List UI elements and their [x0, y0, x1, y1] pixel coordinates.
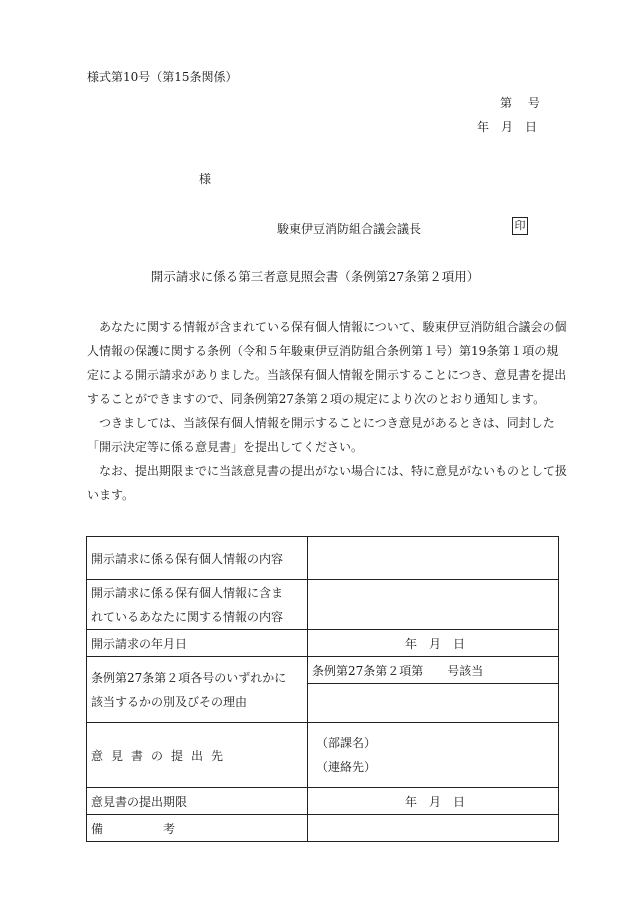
- table-value: 条例第27条第２項第 号該当: [308, 657, 559, 684]
- seal-stamp: 印: [512, 217, 528, 235]
- body-text: [87, 315, 567, 507]
- table-label: 意見書の提出期限: [87, 788, 308, 815]
- form-number: 様式第10号（第15条関係）: [87, 70, 238, 84]
- table-value: 年 月 日: [308, 630, 559, 657]
- table-label: [87, 723, 308, 788]
- table-label: 備 考: [87, 815, 308, 842]
- document-number: 第 号: [500, 96, 540, 110]
- table-value: [308, 815, 559, 842]
- body-paragraph: あなたに関する情報が含まれている保有個人情報について、駿東伊豆消防組合議会の個人情報の保護に関する条例（令和５年駿東伊豆消防組合条例第１号）第19条第１項の規定による開示請求がありました。当該保有個人情報を開示することにつき、意見書を提出することができますので、同条例第27条第２項の規定により次のとおり通知します。: [87, 320, 567, 406]
- table-row: [87, 580, 559, 630]
- sender-name: 駿東伊豆消防組合議会議長: [277, 222, 422, 236]
- info-table: [86, 536, 559, 842]
- document-title: 開示請求に係る第三者意見照会書（条例第27条第２項用）: [150, 269, 480, 284]
- table-row: [87, 657, 559, 684]
- table-value: [308, 684, 559, 723]
- table-label: 開示請求の年月日: [87, 630, 308, 657]
- table-value: [308, 537, 559, 580]
- table-label: [87, 657, 308, 723]
- table-label-line: 該当するかの別及びその理由: [91, 694, 248, 709]
- addressee-honorific: 様: [199, 172, 212, 186]
- table-label: [87, 580, 308, 630]
- table-label: 開示請求に係る保有個人情報の内容: [87, 537, 308, 580]
- department-line: （部課名）: [316, 736, 377, 750]
- table-row: [87, 630, 559, 657]
- table-value: 年 月 日: [308, 788, 559, 815]
- contact-line: （連絡先）: [316, 760, 377, 774]
- table-row: [87, 788, 559, 815]
- table-label-line: れているあなたに関する情報の内容: [91, 609, 284, 624]
- table-row: [87, 815, 559, 842]
- body-paragraph: つきましては、当該保有個人情報を開示することにつき意見があるときは、同封した「開示決定等に係る意見書」を提出してください。: [87, 416, 555, 454]
- table-value: [308, 723, 559, 788]
- document-date: 年 月 日: [477, 120, 538, 134]
- body-paragraph: なお、提出期限までに当該意見書の提出がない場合には、特に意見がないものとして扱います。: [87, 464, 568, 502]
- table-label-line: 開示請求に係る保有個人情報に含ま: [91, 585, 284, 600]
- table-row: [87, 723, 559, 788]
- table-row: [87, 537, 559, 580]
- table-label-line: 条例第27条第２項各号のいずれかに: [91, 670, 287, 685]
- table-value: [308, 580, 559, 630]
- table-label-text: 意見書の提出先: [91, 748, 232, 763]
